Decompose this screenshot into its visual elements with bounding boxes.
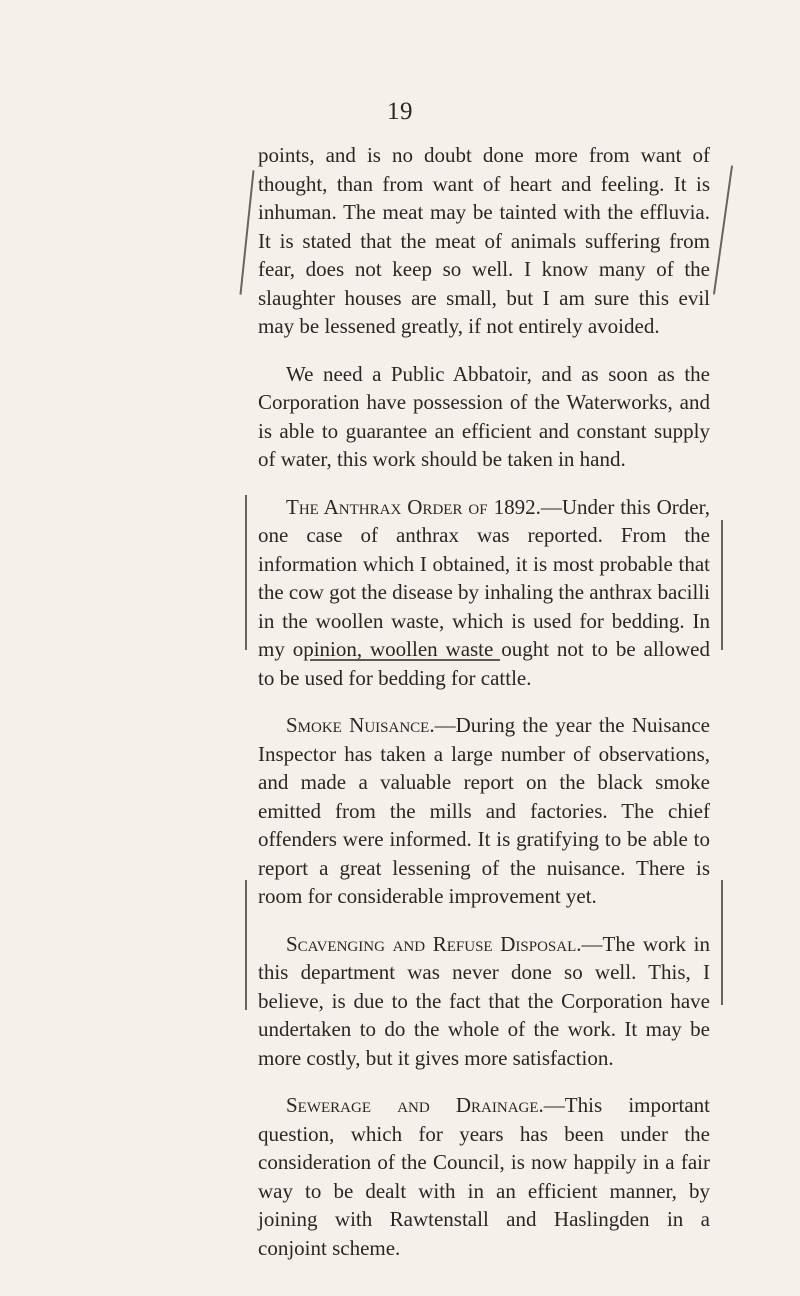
section-heading: Scavenging and Refuse Disposal. bbox=[286, 931, 582, 956]
paragraph-sewerage bbox=[258, 1091, 710, 1262]
paragraph-text: —Under this Order, one case of anthrax was reported. From the information which I obtained, it is most probable that the cow got the disease by inhaling the anthrax bacilli in the woollen waste, which is used for bedding. In my opinion, woollen waste ought not to be allowed to be used for bedding for cattle. bbox=[258, 494, 710, 690]
paragraph-anthrax-order bbox=[258, 493, 710, 693]
paragraph-text: points, and is no doubt done more from want of thought, than from want of heart and feeling. It is inhuman. The meat may be tainted with the effluvia. It is stated that the meat of animals suffering from fear, does not keep so well. I know many of the slaughter houses are small, but I am sure this evil may be lessened greatly, if not entirely avoided. bbox=[258, 143, 710, 338]
margin-mark-left-1 bbox=[239, 170, 254, 295]
page-number: 19 bbox=[387, 98, 413, 125]
margin-mark-right-2 bbox=[721, 520, 723, 650]
margin-mark-left-2 bbox=[245, 495, 247, 650]
paragraph-smoke-nuisance bbox=[258, 711, 710, 911]
section-heading: The Anthrax Order of 1892. bbox=[286, 494, 541, 519]
paragraph-scavenging bbox=[258, 930, 710, 1073]
margin-mark-left-3 bbox=[245, 880, 247, 1010]
margin-mark-right-3 bbox=[721, 880, 723, 1005]
body-text bbox=[258, 141, 710, 1281]
paragraph-public-abbatoir bbox=[258, 360, 710, 474]
paragraph-text: —This important question, which for years has been under the consideration of the Council, is now happily in a fair way to be dealt with in an efficient manner, by joining with Rawtenstall and Haslingden in a conjoint scheme. bbox=[258, 1093, 710, 1260]
margin-mark-right-1 bbox=[713, 165, 733, 294]
pencil-underline bbox=[310, 659, 500, 661]
paragraph-text: —The work in this department was never done so well. This, I believe, is due to the fact that the Corporation have undertaken to do the whole of the work. It may be more costly, but it gives more satisfaction. bbox=[258, 931, 710, 1070]
paragraph-text: —During the year the Nuisance Inspector has taken a large number of observations, and made a valuable report on the black smoke emitted from the mills and factories. The chief offenders were informed. It is gratifying to be able to report a great lessening of the nuisance. There is room for considerable improvement yet. bbox=[258, 713, 710, 908]
paragraph-slaughter-houses bbox=[258, 141, 710, 341]
paragraph-text: We need a Public Abbatoir, and as soon as the Corporation have possession of the Waterworks, and is able to guarantee an efficient and constant supply of water, this work should be taken in hand. bbox=[258, 361, 710, 471]
section-heading: Sewerage and Drainage. bbox=[286, 1093, 544, 1117]
section-heading: Smoke Nuisance. bbox=[286, 713, 435, 737]
